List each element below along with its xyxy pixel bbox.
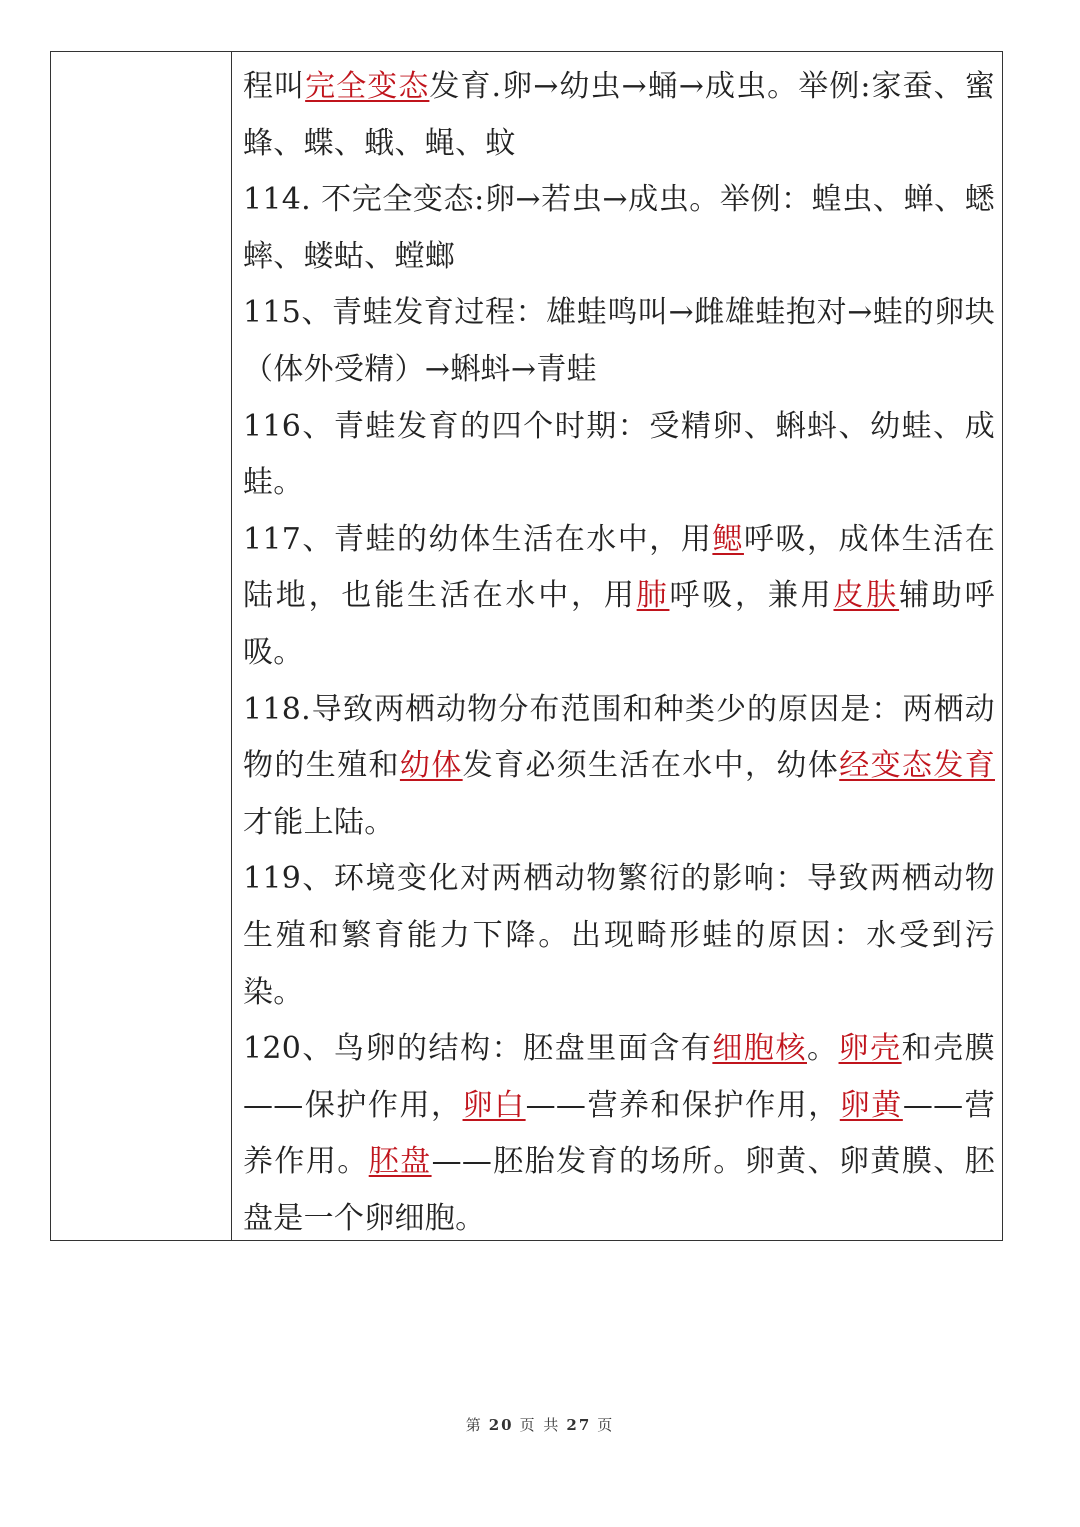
- text-segment: 辅助呼吸。: [243, 578, 995, 670]
- text-segment: 119、环境变化对两栖动物繁衍的影响：导致两栖动物生殖和繁育能力下降。出现畸形蛙的原因：水受到污染。: [243, 861, 995, 1010]
- text-segment: 发育必须生活在水中，幼体: [462, 748, 840, 784]
- highlighted-term: 卵黄: [839, 1087, 903, 1123]
- text-segment: 发育.卵→幼虫→蛹→成虫。举例:家蚕、蜜蜂、蝶、蛾、蝇、蚊: [243, 69, 995, 161]
- highlighted-term: 胚盘: [368, 1144, 432, 1180]
- highlighted-term: 卵壳: [838, 1031, 902, 1067]
- table-left-column: [51, 52, 232, 1240]
- highlighted-term: 皮肤: [833, 578, 900, 614]
- highlighted-term: 完全变态: [305, 69, 430, 104]
- footer-prefix: 第: [465, 1416, 483, 1434]
- paragraph-p117: [243, 512, 995, 682]
- highlighted-term: 细胞核: [712, 1031, 807, 1067]
- highlighted-term: 卵白: [462, 1087, 526, 1123]
- footer-current-page: 20: [488, 1416, 514, 1434]
- text-segment: 。: [806, 1031, 839, 1067]
- text-segment: 才能上陆。: [243, 804, 395, 840]
- paragraph-p119: [243, 851, 995, 1021]
- paragraph-p120: [243, 1021, 995, 1247]
- paragraph-p118: [243, 682, 995, 852]
- text-segment: 呼吸，成体生活在陆地，也能生活在水中，用: [243, 521, 995, 614]
- text-segment: ——营养和保护作用，: [525, 1087, 840, 1123]
- text-segment: 和壳膜——保护作用，: [243, 1031, 995, 1123]
- text-segment: 115、青蛙发育过程：雄蛙鸣叫→雌雄蛙抱对→蛙的卵块（体外受精）→蝌蚪→青蛙: [243, 295, 995, 387]
- text-segment: 116、青蛙发育的四个时期：受精卵、蝌蚪、幼蛙、成蛙。: [243, 408, 995, 501]
- text-segment: 114. 不完全变态:卵→若虫→成虫。举例：蝗虫、蝉、蟋蟀、蝼蛄、螳螂: [243, 182, 995, 274]
- text-segment: 程叫: [243, 69, 306, 104]
- text-segment: 呼吸，兼用: [669, 578, 834, 614]
- paragraph-p115: [243, 285, 995, 398]
- text-segment: 117、青蛙的幼体生活在水中，用: [243, 521, 713, 557]
- highlighted-term: 肺: [636, 578, 670, 614]
- footer-suffix: 页: [597, 1416, 615, 1434]
- paragraph-p114: [243, 172, 995, 285]
- text-segment: 118.导致两栖动物分布范围和种类少的原因是：两栖动物的生殖和: [243, 691, 995, 784]
- table-content-cell: [243, 59, 995, 1247]
- paragraph-p116: [243, 399, 995, 512]
- text-segment: ——胚胎发育的场所。卵黄、卵黄膜、胚盘是一个卵细胞。: [243, 1144, 996, 1236]
- paragraph-p113-cont: [243, 59, 995, 172]
- highlighted-term: 幼体: [399, 748, 463, 784]
- text-segment: 120、鸟卵的结构：胚盘里面含有: [243, 1031, 713, 1067]
- notes-table: [50, 51, 1003, 1241]
- footer-middle: 页 共: [519, 1416, 561, 1434]
- text-segment: ——营养作用。: [243, 1087, 995, 1180]
- footer-total-pages: 27: [566, 1416, 592, 1434]
- page-footer: [0, 1414, 1080, 1435]
- highlighted-term: 经变态发育: [839, 748, 995, 784]
- highlighted-term: 鳃: [712, 521, 744, 557]
